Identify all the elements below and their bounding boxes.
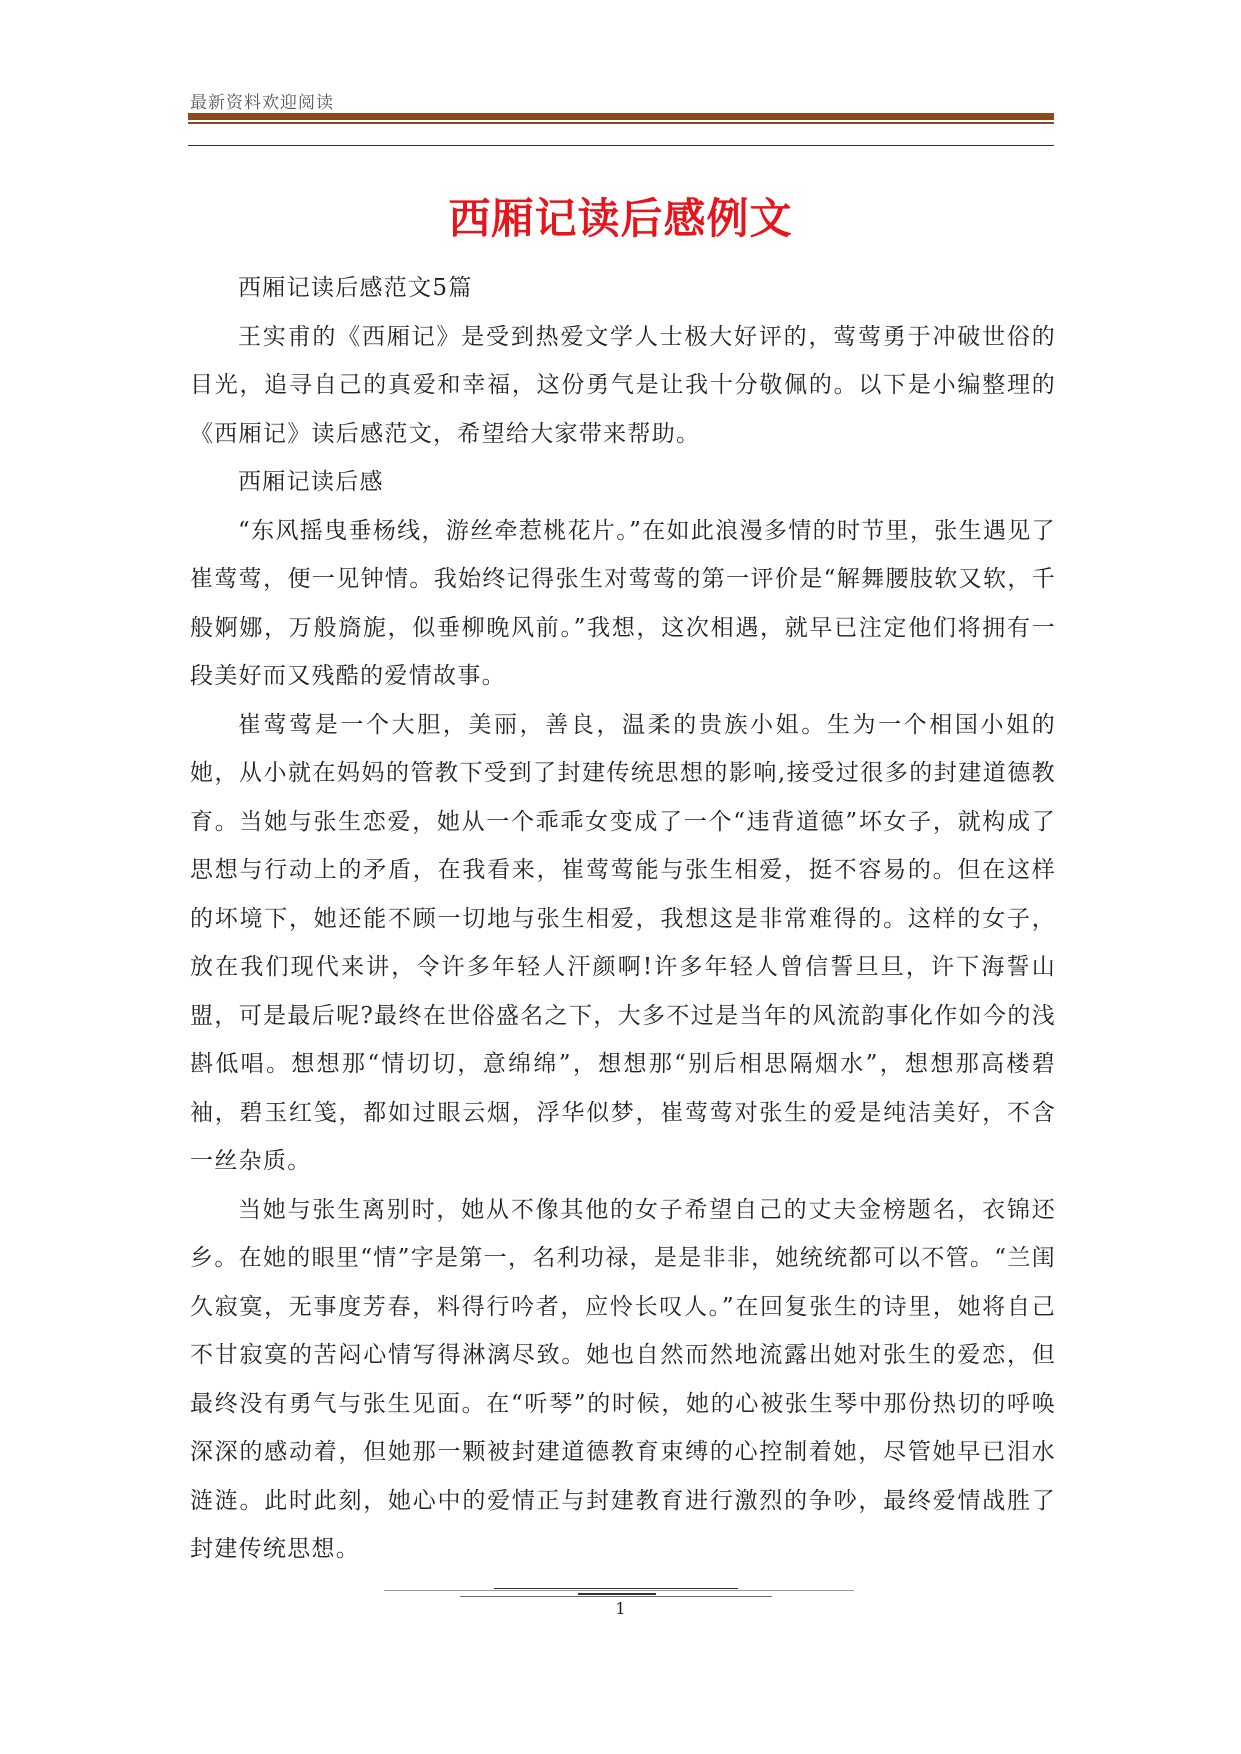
header-rule-black [188,145,1054,146]
paragraph: 崔莺莺是一个大胆，美丽，善良，温柔的贵族小姐。生为一个相国小姐的她，从小就在妈妈的管教下受到了封建传统思想的影响,接受过很多的封建道德教育。当她与张生恋爱，她从一个乖乖女变成了一个“违背道德”坏女子，就构成了思想与行动上的矛盾，在我看来，崔莺莺能与张生相爱，挺不容易的。但在这样的坏境下，她还能不顾一切地与张生相爱，我想这是非常难得的。这样的女子，放在我们现代来讲，令许多年轻人汗颜啊!许多年轻人曾信誓旦旦，许下海誓山盟，可是最后呢?最终在世俗盛名之下，大多不过是当年的风流韵事化作如今的浅斟低唱。想想那“情切切，意绵绵”，想想那“别后相思隔烟水”，想想那高楼碧袖，碧玉红笺，都如过眼云烟，浮华似梦，崔莺莺对张生的爱是纯洁美好，不含一丝杂质。 [190,711,1056,1174]
paragraph: 当她与张生离别时，她从不像其他的女子希望自己的丈夫金榜题名，衣锦还乡。在她的眼里“情”字是第一，名利功禄，是是非非，她统统都可以不管。“兰闺久寂寞，无事度芳春，料得行吟者，应怜长叹人。”在回复张生的诗里，她将自己不甘寂寞的苦闷心情写得淋漓尽致。她也自然而然地流露出她对张生的爱恋，但最终没有勇气与张生见面。在“听琴”的时候，她的心被张生琴中那份热切的呼唤深深的感动着，但她那一颗被封建道德教育束缚的心控制着她，尽管她早已泪水涟涟。此时此刻，她心中的爱情正与封建教育进行激烈的争吵，最终爱情战胜了封建传统思想。 [190,1196,1056,1562]
paragraph: 西厢记读后感 [238,469,384,495]
document-title: 西厢记读后感例文 [448,194,793,244]
paragraph: 西厢记读后感范文5篇 [238,275,473,301]
paragraph: 王实甫的《西厢记》是受到热爱文学人士极大好评的，莺莺勇于冲破世俗的目光，追寻自己的真爱和幸福，这份勇气是让我十分敬佩的。以下是小编整理的《西厢记》读后感范文，希望给大家带来帮助。 [190,323,1056,447]
paragraph: “东风摇曳垂杨线，游丝牵惹桃花片。”在如此浪漫多情的时节里，张生遇见了崔莺莺，便一见钟情。我始终记得张生对莺莺的第一评价是“解舞腰肢软又软，千般婀娜，万般旖旎，似垂柳晚风前。”我想，这次相遇，就早已注定他们将拥有一段美好而又残酷的爱情故事。 [190,517,1056,689]
header-rule-thick [188,113,1054,120]
page-number: 1 [615,1599,626,1618]
header-rule-thin [188,122,1054,124]
footer-rule [494,1588,738,1589]
footer-rule [384,1590,854,1591]
footer-rule [460,1596,772,1597]
header-text: 最新资料欢迎阅读 [190,93,334,113]
footer-rule [578,1593,656,1595]
document-body [190,264,1056,1574]
